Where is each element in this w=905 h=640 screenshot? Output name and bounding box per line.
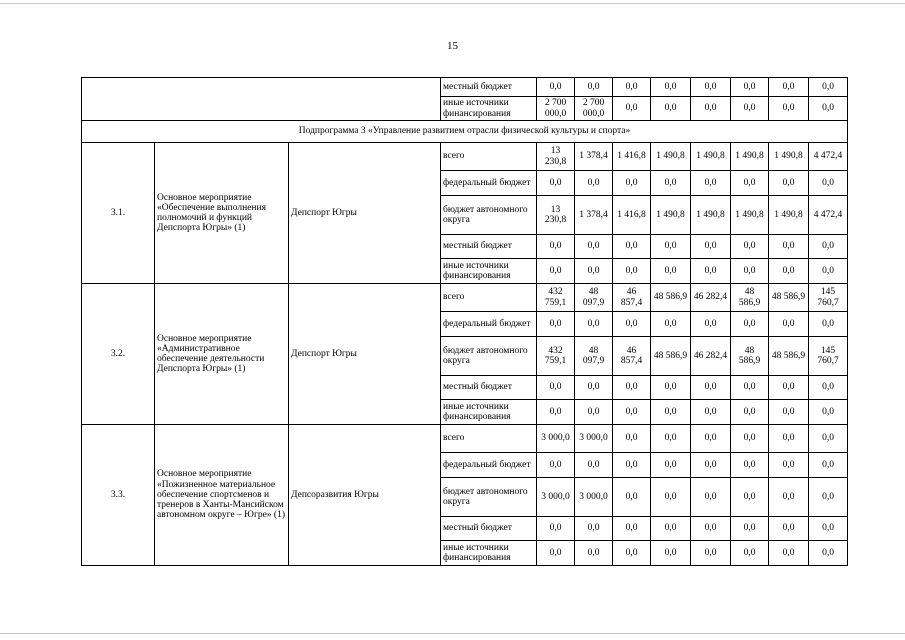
value-cell: 0,0	[731, 376, 769, 400]
value-cell: 0,0	[731, 171, 769, 196]
value-cell: 0,0	[809, 541, 848, 566]
value-cell: 0,0	[731, 453, 769, 478]
event-code: 3.1.	[82, 143, 155, 284]
source-cell: всего	[441, 425, 537, 453]
value-cell: 432 759,1	[537, 284, 575, 312]
value-cell: 0,0	[731, 400, 769, 425]
value-cell: 0,0	[651, 312, 691, 337]
value-cell: 0,0	[769, 235, 809, 259]
value-cell: 0,0	[613, 541, 651, 566]
value-cell: 48 586,9	[769, 284, 809, 312]
value-cell: 0,0	[769, 400, 809, 425]
value-cell: 0,0	[537, 259, 575, 284]
source-cell: бюджет автономного округа	[441, 196, 537, 235]
value-cell: 48 097,9	[575, 284, 613, 312]
subprogram-title: Подпрограмма 3 «Управление развитием отрасли физической культуры и спорта»	[82, 121, 848, 143]
event-name: Основное мероприятие «Обеспечение выполнения полномочий и функций Депспорта Югры» (1)	[155, 143, 289, 284]
value-cell: 0,0	[769, 541, 809, 566]
value-cell: 0,0	[537, 453, 575, 478]
value-cell: 0,0	[731, 259, 769, 284]
value-cell: 1 490,8	[651, 143, 691, 171]
source-cell: всего	[441, 284, 537, 312]
value-cell: 0,0	[537, 312, 575, 337]
funding-table	[81, 77, 848, 566]
value-cell: 0,0	[575, 376, 613, 400]
value-cell: 0,0	[691, 425, 731, 453]
value-cell: 2 700 000,0	[575, 97, 613, 121]
scan-edge-top	[0, 3, 905, 4]
value-cell: 48 586,9	[731, 284, 769, 312]
value-cell: 0,0	[691, 171, 731, 196]
value-cell: 1 378,4	[575, 143, 613, 171]
value-cell: 0,0	[537, 235, 575, 259]
value-cell: 0,0	[651, 400, 691, 425]
source-cell: федеральный бюджет	[441, 312, 537, 337]
value-cell: 0,0	[691, 400, 731, 425]
value-cell: 0,0	[537, 541, 575, 566]
value-cell: 0,0	[651, 97, 691, 121]
value-cell: 0,0	[691, 235, 731, 259]
value-cell: 0,0	[575, 235, 613, 259]
value-cell: 0,0	[613, 376, 651, 400]
value-cell: 3 000,0	[537, 425, 575, 453]
value-cell: 0,0	[613, 478, 651, 517]
value-cell: 0,0	[691, 376, 731, 400]
value-cell: 0,0	[575, 400, 613, 425]
value-cell: 0,0	[809, 235, 848, 259]
value-cell: 3 000,0	[575, 425, 613, 453]
value-cell: 3 000,0	[575, 478, 613, 517]
value-cell: 0,0	[769, 78, 809, 97]
value-cell: 0,0	[769, 97, 809, 121]
value-cell: 0,0	[575, 78, 613, 97]
value-cell: 1 490,8	[731, 143, 769, 171]
value-cell: 0,0	[537, 78, 575, 97]
value-cell: 1 490,8	[691, 196, 731, 235]
source-cell: местный бюджет	[441, 78, 537, 97]
value-cell: 4 472,4	[809, 196, 848, 235]
value-cell: 0,0	[769, 478, 809, 517]
value-cell: 0,0	[769, 312, 809, 337]
value-cell: 0,0	[809, 517, 848, 541]
value-cell: 0,0	[809, 259, 848, 284]
value-cell: 0,0	[613, 400, 651, 425]
table-row	[82, 143, 848, 171]
value-cell: 1 416,8	[613, 143, 651, 171]
value-cell: 1 490,8	[731, 196, 769, 235]
source-cell: местный бюджет	[441, 235, 537, 259]
value-cell: 1 490,8	[691, 143, 731, 171]
value-cell: 0,0	[691, 541, 731, 566]
value-cell: 0,0	[691, 453, 731, 478]
value-cell: 1 490,8	[651, 196, 691, 235]
value-cell: 3 000,0	[537, 478, 575, 517]
source-cell: бюджет автономного округа	[441, 478, 537, 517]
value-cell: 2 700 000,0	[537, 97, 575, 121]
executor-name: Депспорт Югры	[289, 143, 441, 284]
value-cell: 0,0	[651, 541, 691, 566]
source-cell: иные источники финансирования	[441, 97, 537, 121]
value-cell: 432 759,1	[537, 337, 575, 376]
value-cell: 0,0	[651, 517, 691, 541]
value-cell: 0,0	[651, 376, 691, 400]
value-cell: 0,0	[651, 425, 691, 453]
value-cell: 48 586,9	[769, 337, 809, 376]
value-cell: 0,0	[651, 453, 691, 478]
value-cell: 0,0	[537, 400, 575, 425]
event-code: 3.2.	[82, 284, 155, 425]
value-cell: 0,0	[769, 171, 809, 196]
value-cell: 0,0	[691, 78, 731, 97]
event-code: 3.3.	[82, 425, 155, 566]
value-cell: 0,0	[809, 312, 848, 337]
value-cell: 48 586,9	[731, 337, 769, 376]
value-cell: 0,0	[537, 171, 575, 196]
table-row	[82, 78, 848, 97]
value-cell: 0,0	[613, 235, 651, 259]
source-cell: иные источники финансирования	[441, 400, 537, 425]
value-cell: 46 857,4	[613, 337, 651, 376]
value-cell: 0,0	[613, 171, 651, 196]
value-cell: 0,0	[731, 97, 769, 121]
value-cell: 0,0	[613, 517, 651, 541]
source-cell: федеральный бюджет	[441, 171, 537, 196]
value-cell: 0,0	[651, 259, 691, 284]
value-cell: 0,0	[809, 400, 848, 425]
value-cell: 0,0	[613, 453, 651, 478]
value-cell: 0,0	[731, 312, 769, 337]
source-cell: местный бюджет	[441, 517, 537, 541]
value-cell: 0,0	[691, 312, 731, 337]
scan-edge-bottom	[0, 633, 905, 634]
continued-cell	[82, 78, 441, 121]
source-cell: всего	[441, 143, 537, 171]
value-cell: 0,0	[691, 259, 731, 284]
event-name: Основное мероприятие «Административное обеспечение деятельности Депспорта Югры» (1)	[155, 284, 289, 425]
value-cell: 0,0	[731, 541, 769, 566]
value-cell: 48 586,9	[651, 284, 691, 312]
source-cell: местный бюджет	[441, 376, 537, 400]
event-name: Основное мероприятие «Пожизненное материальное обеспечение спортсменов и тренеров в Ханты-Мансийском автономном округе – Югре» (1)	[155, 425, 289, 566]
table-row	[82, 121, 848, 143]
funding-table-body	[82, 78, 848, 566]
value-cell: 0,0	[691, 97, 731, 121]
value-cell: 0,0	[613, 78, 651, 97]
value-cell: 0,0	[575, 517, 613, 541]
value-cell: 0,0	[809, 171, 848, 196]
value-cell: 0,0	[809, 78, 848, 97]
value-cell: 46 857,4	[613, 284, 651, 312]
value-cell: 0,0	[613, 259, 651, 284]
value-cell: 48 586,9	[651, 337, 691, 376]
value-cell: 0,0	[575, 541, 613, 566]
value-cell: 0,0	[809, 97, 848, 121]
value-cell: 0,0	[769, 259, 809, 284]
value-cell: 0,0	[651, 78, 691, 97]
value-cell: 1 416,8	[613, 196, 651, 235]
source-cell: федеральный бюджет	[441, 453, 537, 478]
value-cell: 0,0	[809, 478, 848, 517]
page-number: 15	[447, 40, 458, 52]
value-cell: 0,0	[613, 97, 651, 121]
value-cell: 1 490,8	[769, 196, 809, 235]
value-cell: 0,0	[769, 376, 809, 400]
value-cell: 0,0	[575, 312, 613, 337]
value-cell: 0,0	[613, 312, 651, 337]
value-cell: 0,0	[691, 478, 731, 517]
value-cell: 0,0	[769, 453, 809, 478]
value-cell: 0,0	[769, 517, 809, 541]
executor-name: Депспорт Югры	[289, 284, 441, 425]
value-cell: 0,0	[731, 235, 769, 259]
value-cell: 0,0	[809, 453, 848, 478]
value-cell: 0,0	[575, 171, 613, 196]
value-cell: 0,0	[537, 376, 575, 400]
value-cell: 4 472,4	[809, 143, 848, 171]
value-cell: 0,0	[691, 517, 731, 541]
value-cell: 0,0	[731, 517, 769, 541]
value-cell: 13 230,8	[537, 143, 575, 171]
value-cell: 48 097,9	[575, 337, 613, 376]
value-cell: 0,0	[731, 478, 769, 517]
value-cell: 46 282,4	[691, 284, 731, 312]
table-row	[82, 284, 848, 312]
value-cell: 13 230,8	[537, 196, 575, 235]
value-cell: 0,0	[575, 259, 613, 284]
value-cell: 0,0	[809, 376, 848, 400]
value-cell: 0,0	[731, 425, 769, 453]
value-cell: 1 378,4	[575, 196, 613, 235]
value-cell: 0,0	[651, 478, 691, 517]
value-cell: 145 760,7	[809, 337, 848, 376]
value-cell: 0,0	[537, 517, 575, 541]
source-cell: бюджет автономного округа	[441, 337, 537, 376]
value-cell: 46 282,4	[691, 337, 731, 376]
value-cell: 0,0	[731, 78, 769, 97]
value-cell: 0,0	[575, 453, 613, 478]
value-cell: 0,0	[613, 425, 651, 453]
value-cell: 145 760,7	[809, 284, 848, 312]
source-cell: иные источники финансирования	[441, 541, 537, 566]
table-row	[82, 425, 848, 453]
value-cell: 0,0	[769, 425, 809, 453]
value-cell: 0,0	[809, 425, 848, 453]
value-cell: 1 490,8	[769, 143, 809, 171]
value-cell: 0,0	[651, 235, 691, 259]
value-cell: 0,0	[651, 171, 691, 196]
source-cell: иные источники финансирования	[441, 259, 537, 284]
executor-name: Депсоразвития Югры	[289, 425, 441, 566]
